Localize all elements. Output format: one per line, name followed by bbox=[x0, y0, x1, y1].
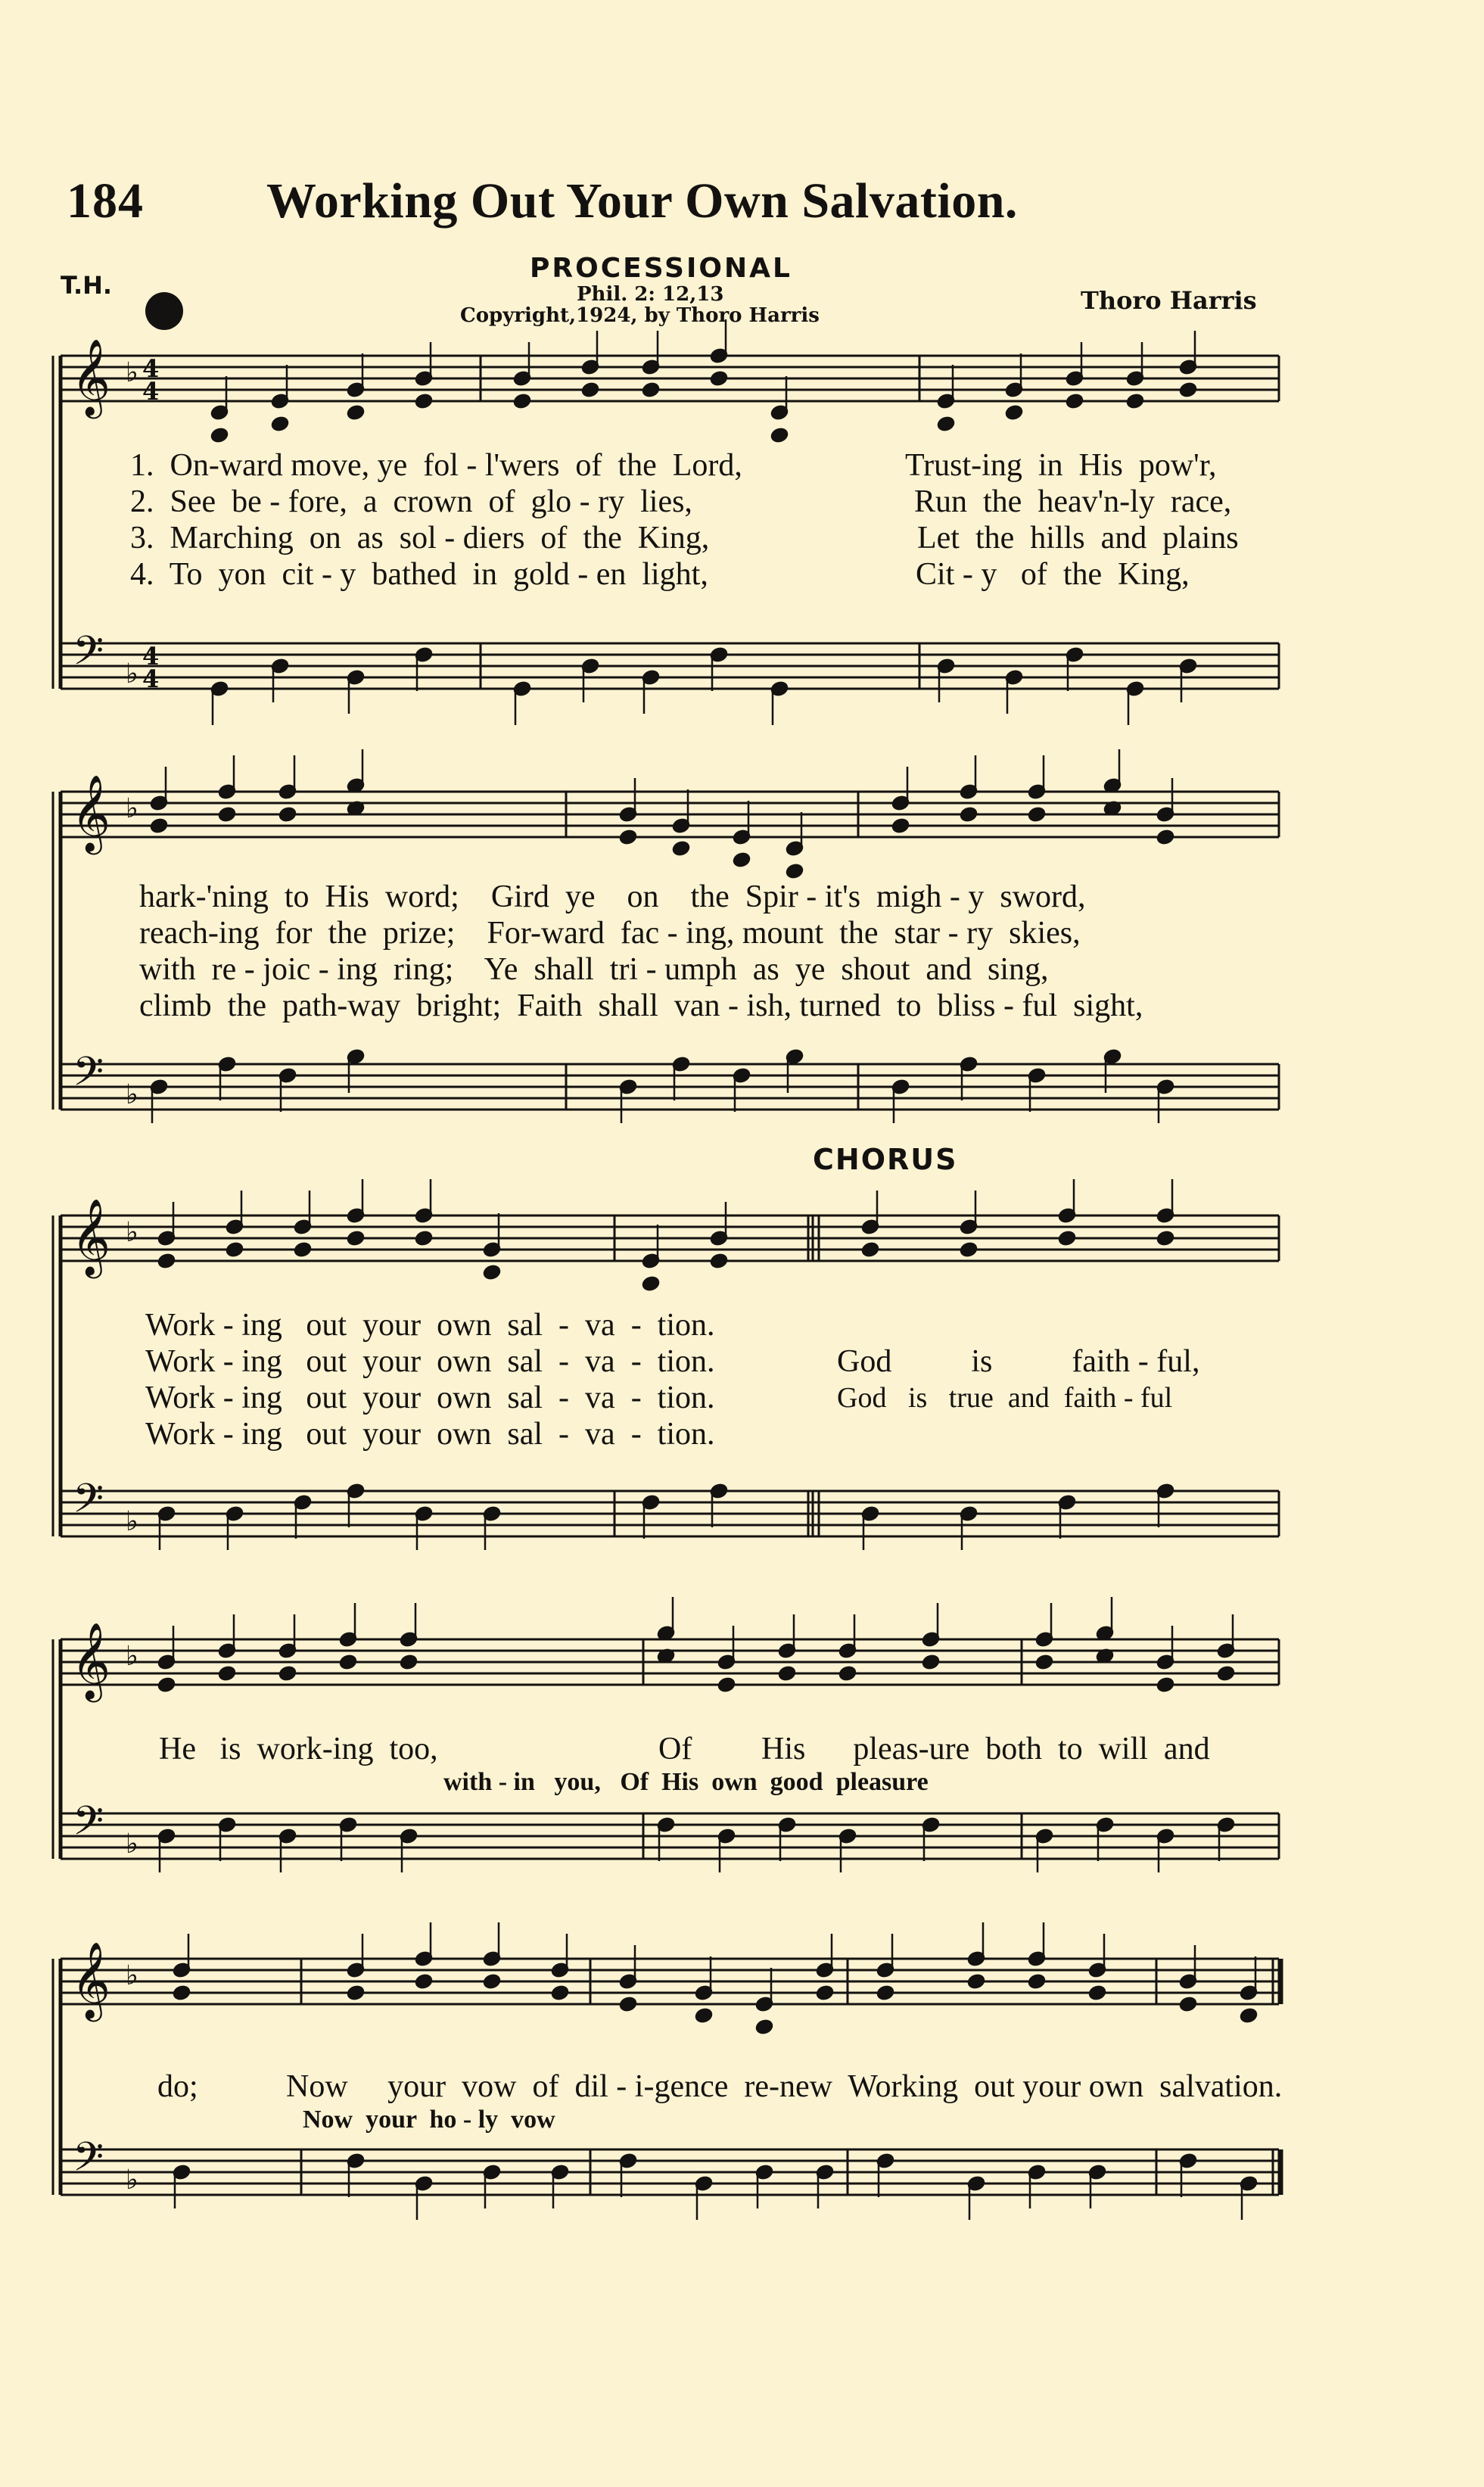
author-initials: T.H. bbox=[61, 271, 113, 300]
time-signature-top: 4 bbox=[142, 642, 160, 671]
system4-lyric-of: Of bbox=[658, 1732, 692, 1766]
notehead bbox=[717, 1677, 736, 1693]
verse-2-line-b: Run the heav'n-ly race, bbox=[914, 484, 1232, 519]
notehead bbox=[642, 1276, 660, 1292]
notehead bbox=[861, 1242, 879, 1258]
notehead bbox=[710, 1253, 728, 1269]
time-signature-bottom: 4 bbox=[142, 665, 160, 693]
notehead bbox=[415, 394, 433, 409]
notehead bbox=[294, 1242, 312, 1258]
scripture-reference: Phil. 2: 12,13 bbox=[577, 283, 724, 306]
notehead bbox=[415, 1974, 433, 1990]
verse-3-continuation: with re - joic - ing ring; Ye shall tri - umph as ye shout and sing, bbox=[139, 952, 1049, 987]
flat-sign: ♭ bbox=[126, 793, 138, 824]
flat-sign: ♭ bbox=[126, 1079, 138, 1110]
verse-2-continuation: reach-ing for the prize; For-ward fac - ing, mount the star - ry skies, bbox=[139, 916, 1081, 951]
system5-lyric-alt: Now your ho - ly vow bbox=[303, 2106, 555, 2134]
hymn-number: 184 bbox=[67, 173, 144, 229]
bass-clef: 𝄢 bbox=[73, 1798, 104, 1854]
notehead bbox=[1179, 1997, 1197, 2012]
notehead bbox=[347, 1231, 365, 1247]
notehead bbox=[271, 416, 289, 432]
refrain-line-2: Work - ing out your own sal - va - tion. bbox=[145, 1344, 715, 1379]
treble-clef: 𝄞 bbox=[71, 338, 111, 416]
chorus-soprano-text: God is faith - ful, bbox=[837, 1344, 1200, 1379]
notehead bbox=[415, 1231, 433, 1247]
refrain-line-4: Work - ing out your own sal - va - tion. bbox=[145, 1417, 715, 1452]
notehead bbox=[778, 1666, 796, 1682]
notehead bbox=[1126, 394, 1144, 409]
notehead bbox=[157, 1253, 176, 1269]
tempo-marking: PROCESSIONAL bbox=[530, 253, 792, 284]
notehead bbox=[876, 1985, 894, 2001]
notehead bbox=[891, 818, 910, 834]
system4-lyric-alt: with - in you, Of His own good pleasure bbox=[443, 1768, 929, 1796]
notehead bbox=[755, 2019, 773, 2035]
time-signature-bottom: 4 bbox=[142, 377, 160, 406]
notehead bbox=[278, 807, 297, 823]
notehead bbox=[642, 382, 660, 398]
notehead bbox=[695, 2008, 713, 2024]
notehead bbox=[619, 1997, 637, 2012]
bass-clef: 𝄢 bbox=[73, 2134, 104, 2190]
system4-lyric-main: He is work-ing too, bbox=[159, 1732, 438, 1766]
notehead bbox=[218, 1666, 236, 1682]
flat-sign: ♭ bbox=[126, 1506, 138, 1537]
notehead bbox=[1028, 807, 1046, 823]
system5-lyric-main: Now your vow of dil - i-gence re-new Working out your own salvation. bbox=[286, 2069, 1283, 2104]
notehead bbox=[150, 818, 168, 834]
system5-lyric-do: do; bbox=[157, 2069, 198, 2104]
verse-1-continuation: hark-'ning to His word; Gird ye on the Spir - it's migh - y sword, bbox=[139, 879, 1086, 914]
flat-sign: ♭ bbox=[126, 1641, 138, 1672]
notehead bbox=[1156, 1231, 1174, 1247]
notehead bbox=[1217, 1666, 1235, 1682]
notehead bbox=[967, 1974, 985, 1990]
notehead bbox=[278, 1666, 297, 1682]
notehead bbox=[1240, 2008, 1258, 2024]
notehead bbox=[710, 371, 728, 387]
notehead bbox=[960, 1242, 978, 1258]
verse-3-line-a: 3. Marching on as sol - diers of the King, bbox=[130, 521, 710, 556]
bass-clef: 𝄢 bbox=[73, 1049, 104, 1105]
system4-lyric-rest: His pleas-ure both to will and bbox=[761, 1732, 1210, 1766]
flat-sign: ♭ bbox=[126, 357, 138, 388]
notehead bbox=[922, 1654, 940, 1670]
notehead bbox=[1058, 1231, 1076, 1247]
notehead bbox=[226, 1242, 244, 1258]
verse-4-line-b: Cit - y of the King, bbox=[916, 557, 1190, 592]
notehead bbox=[733, 852, 751, 868]
treble-clef: 𝄞 bbox=[71, 1621, 111, 1699]
flat-sign: ♭ bbox=[126, 658, 138, 689]
notehead bbox=[1066, 394, 1084, 409]
time-signature-top: 4 bbox=[142, 354, 160, 383]
notehead bbox=[838, 1666, 857, 1682]
notehead bbox=[960, 807, 978, 823]
notehead bbox=[339, 1654, 357, 1670]
notehead bbox=[1005, 405, 1023, 421]
notehead bbox=[483, 1974, 501, 1990]
verse-2-line-a: 2. See be - fore, a crown of glo - ry lies, bbox=[130, 484, 692, 519]
notehead bbox=[672, 841, 690, 857]
flat-sign: ♭ bbox=[126, 2165, 138, 2196]
chorus-label: CHORUS bbox=[813, 1143, 958, 1176]
notehead bbox=[1028, 1974, 1046, 1990]
notehead bbox=[937, 416, 955, 432]
composer-name: Thoro Harris bbox=[1081, 286, 1257, 315]
notehead bbox=[619, 830, 637, 845]
verse-3-line-b: Let the hills and plains bbox=[917, 521, 1239, 556]
notehead bbox=[210, 428, 229, 444]
flat-sign: ♭ bbox=[126, 1960, 138, 1991]
notehead bbox=[347, 1985, 365, 2001]
refrain-line-3: Work - ing out your own sal - va - tion. bbox=[145, 1380, 715, 1415]
notehead bbox=[770, 428, 789, 444]
treble-clef: 𝄞 bbox=[71, 773, 111, 851]
notehead bbox=[1035, 1654, 1053, 1670]
notehead bbox=[513, 394, 531, 409]
bass-clef: 𝄢 bbox=[73, 628, 104, 684]
bass-clef: 𝄢 bbox=[73, 1476, 104, 1532]
notehead bbox=[1156, 830, 1174, 845]
notehead bbox=[173, 1985, 191, 2001]
verse-4-continuation: climb the path-way bright; Faith shall van - ish, turned to bliss - ful sight, bbox=[139, 988, 1143, 1023]
notehead bbox=[1156, 1677, 1174, 1693]
notehead bbox=[347, 405, 365, 421]
notehead bbox=[786, 864, 804, 879]
treble-clef: 𝄞 bbox=[71, 1941, 111, 2019]
notehead bbox=[157, 1677, 176, 1693]
notehead bbox=[1088, 1985, 1106, 2001]
notehead bbox=[218, 807, 236, 823]
verse-4-line-a: 4. To yon cit - y bathed in gold - en light, bbox=[130, 557, 708, 592]
refrain-line-1: Work - ing out your own sal - va - tion. bbox=[145, 1308, 715, 1343]
notehead bbox=[581, 382, 599, 398]
flat-sign: ♭ bbox=[126, 1829, 138, 1860]
verse-1-line-a: 1. On-ward move, ye fol - l'wers of the Lord, bbox=[130, 448, 742, 483]
treble-clef: 𝄞 bbox=[71, 1197, 111, 1275]
notehead bbox=[400, 1654, 418, 1670]
notehead bbox=[816, 1985, 834, 2001]
notehead bbox=[483, 1265, 501, 1281]
hymn-title: Working Out Your Own Salvation. bbox=[266, 173, 1018, 229]
notehead bbox=[551, 1985, 569, 2001]
flat-sign: ♭ bbox=[126, 1217, 138, 1248]
chorus-alto-text: God is true and faith - ful bbox=[837, 1382, 1173, 1414]
verse-1-line-b: Trust-ing in His pow'r, bbox=[905, 448, 1217, 483]
copyright-notice: Copyright,1924, by Thoro Harris bbox=[460, 304, 820, 327]
notehead bbox=[1179, 382, 1197, 398]
